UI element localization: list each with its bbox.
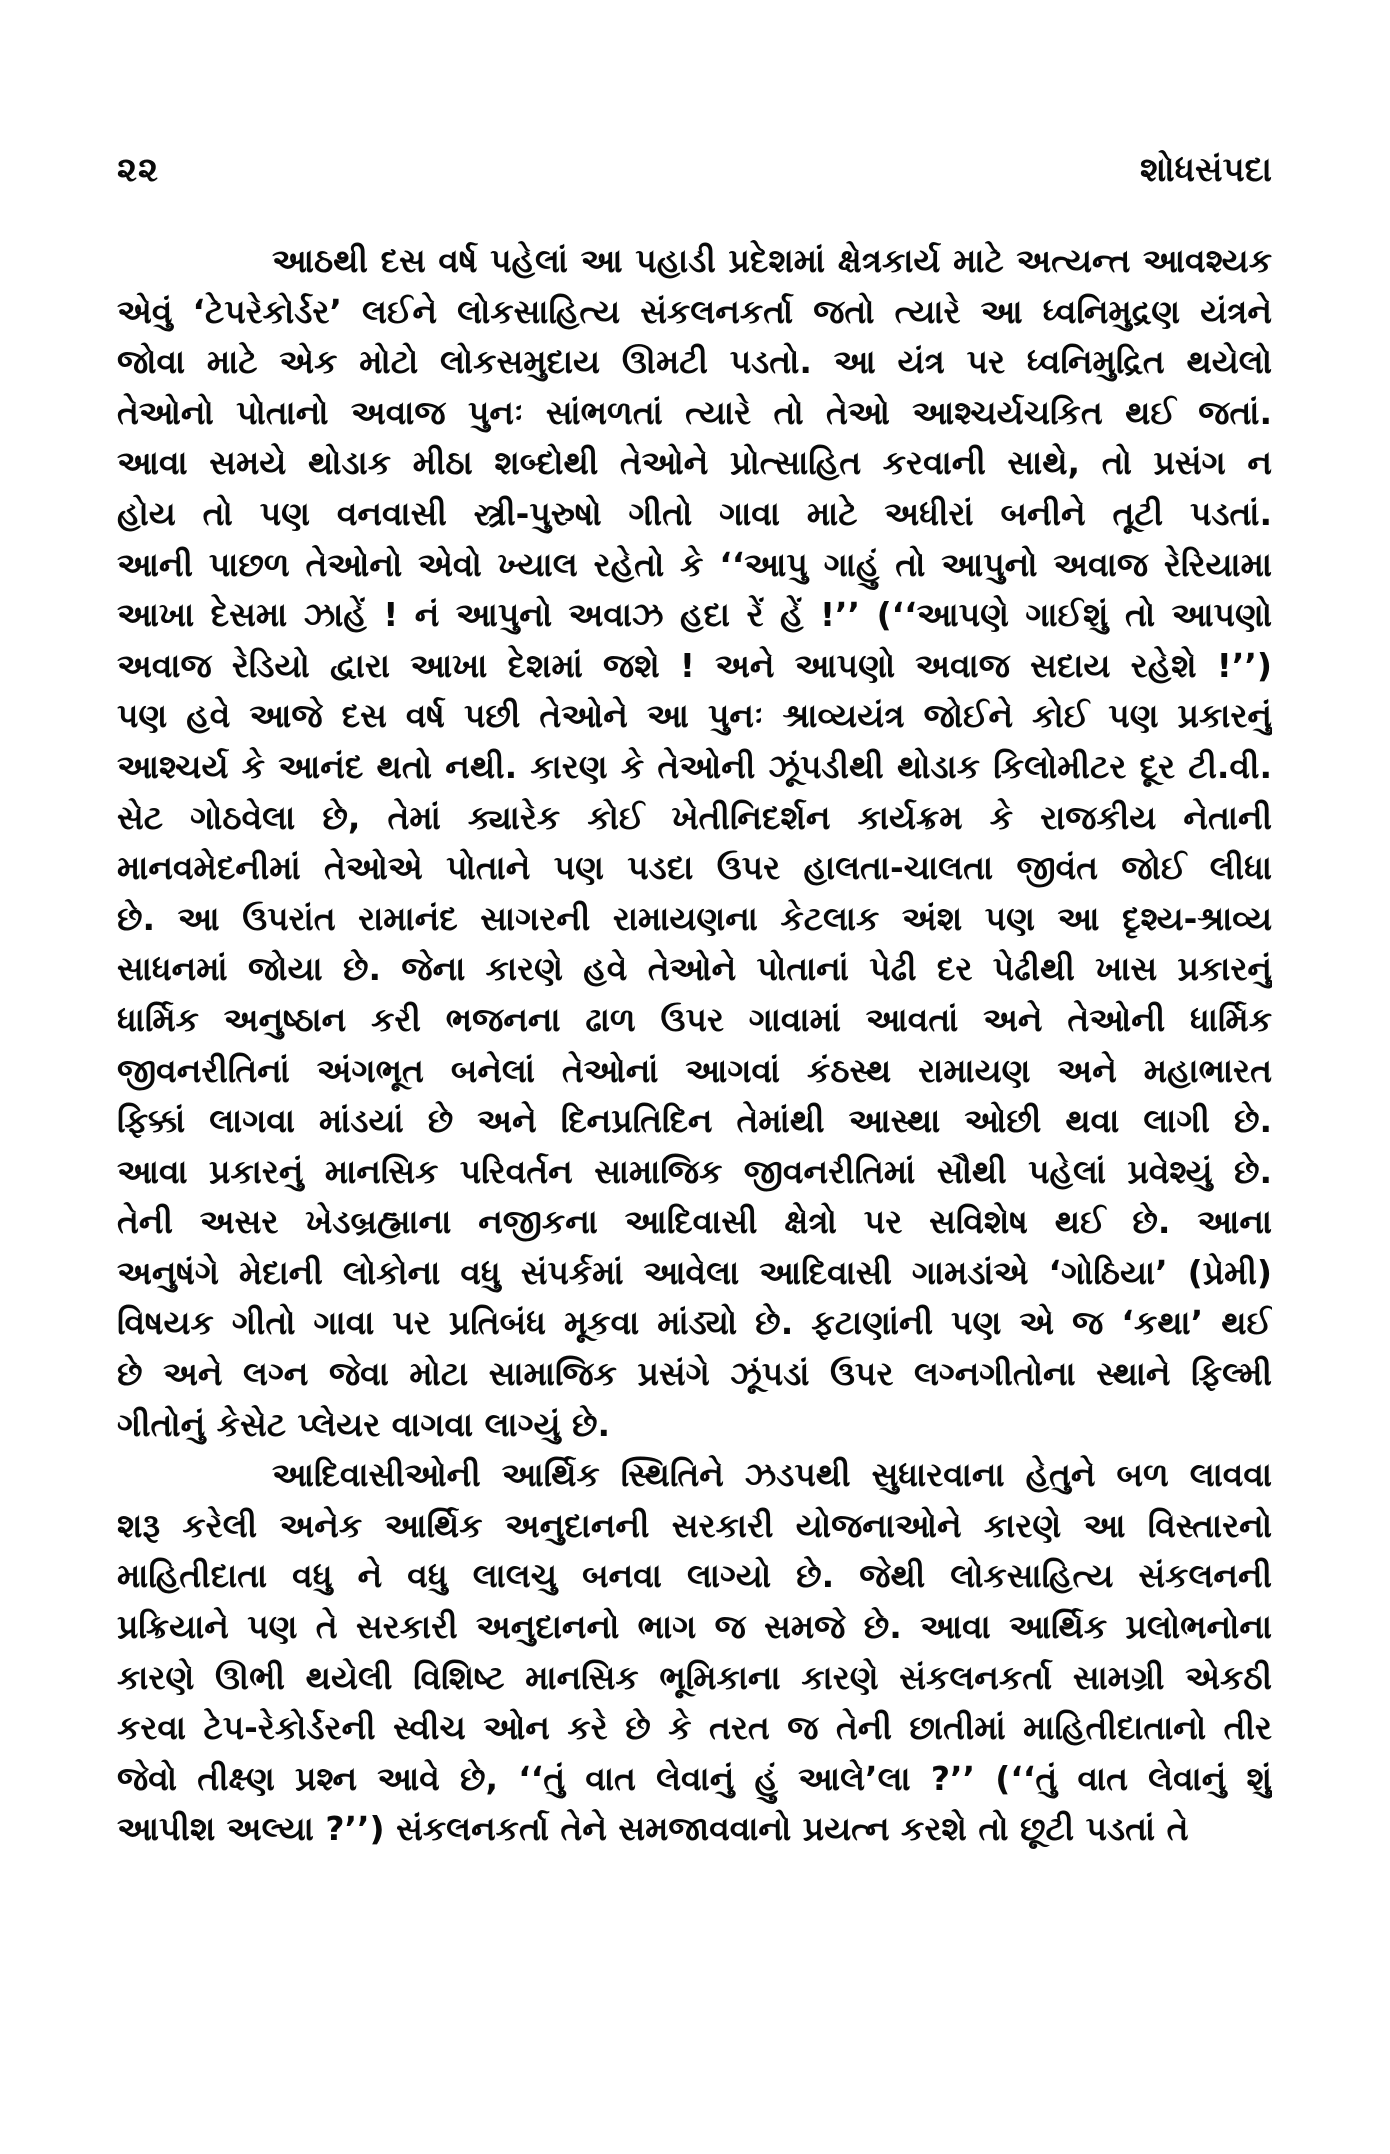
text-line: જીવનરીતિનાં અંગભૂત બનેલાં તેઓનાં આગવાં કંઠસ્થ રામાયણ અને મહાભારત	[117, 1050, 1272, 1090]
text-line: કરવા ટેપ-રેકોર્ડરની સ્વીચ ઓન કરે છે કે તરત જ તેની છાતીમાં માહિતીદાતાનો તીર	[117, 1708, 1272, 1748]
running-head: શોધસંપદા	[1139, 150, 1272, 190]
text-line: તેની અસર ખેડબ્રહ્માના નજીકના આદિવાસી ક્ષેત્રો પર સવિશેષ થઈ છે. આના	[117, 1202, 1272, 1242]
text-line: આવા પ્રકારનું માનસિક પરિવર્તન સામાજિક જીવનરીતિમાં સૌથી પહેલાં પ્રવેશ્યું છે.	[117, 1151, 1272, 1191]
paragraph	[117, 1450, 1272, 1855]
text-line: વિષયક ગીતો ગાવા પર પ્રતિબંધ મૂકવા માંડ્યો છે. ફટાણાંની પણ એ જ ‘કથા’ થઈ	[117, 1303, 1272, 1343]
text-line: હોય તો પણ વનવાસી સ્ત્રી-પુરુષો ગીતો ગાવા માટે અધીરાં બનીને તૂટી પડતાં.	[117, 493, 1272, 533]
text-line: આપીશ અલ્યા ?’’) સંકલનકર્તા તેને સમજાવવાનો પ્રયત્ન કરશે તો છૂટી પડતાં તે	[117, 1809, 1189, 1849]
text-line: આખા દેસમા ઝાહેં ! નં આપુનો અવાઝ હદા રેં હેં !’’ (‘‘આપણે ગાઈશું તો આપણો	[117, 595, 1272, 635]
text-line: માનવમેદનીમાં તેઓએ પોતાને પણ પડદા ઉપર હાલતા-ચાલતા જીવંત જોઈ લીધા	[117, 848, 1272, 888]
text-line: આવા સમયે થોડાક મીઠા શબ્દોથી તેઓને પ્રોત્સાહિત કરવાની સાથે, તો પ્રસંગ ન	[117, 443, 1272, 483]
text-line: તેઓનો પોતાનો અવાજ પુનઃ સાંભળતાં ત્યારે તો તેઓ આશ્ચર્યચકિત થઈ જતાં.	[117, 392, 1272, 432]
text-line: આની પાછળ તેઓનો એવો ખ્યાલ રહેતો કે ‘‘આપુ ગાહું તો આપુનો અવાજ રેરિયામા	[117, 544, 1272, 584]
text-line: કારણે ઊભી થયેલી વિશિષ્ટ માનસિક ભૂમિકાના કારણે સંકલનકર્તા સામગ્રી એકઠી	[117, 1657, 1272, 1697]
text-line: માહિતીદાતા વધુ ને વધુ લાલચુ બનવા લાગ્યો છે. જેથી લોકસાહિત્ય સંકલનની	[117, 1556, 1272, 1596]
text-line: ધાર્મિક અનુષ્ઠાન કરી ભજનના ઢાળ ઉપર ગાવામાં આવતાં અને તેઓની ધાર્મિક	[117, 999, 1272, 1039]
text-line: પ્રક્રિયાને પણ તે સરકારી અનુદાનનો ભાગ જ સમજે છે. આવા આર્થિક પ્રલોભનોના	[117, 1607, 1272, 1647]
text-line: એવું ‘ટેપરેકોર્ડર’ લઈને લોકસાહિત્ય સંકલનકર્તા જતો ત્યારે આ ધ્વનિમુદ્રણ યંત્રને	[117, 291, 1272, 331]
text-line: અનુષંગે મેદાની લોકોના વધુ સંપર્કમાં આવેલા આદિવાસી ગામડાંએ ‘ગોઠિયા’ (પ્રેમી)	[117, 1252, 1272, 1292]
text-line: આદિવાસીઓની આર્થિક સ્થિતિને ઝડપથી સુધારવાના હેતુને બળ લાવવા	[272, 1455, 1272, 1495]
text-line: શરૂ કરેલી અનેક આર્થિક અનુદાનની સરકારી યોજનાઓને કારણે આ વિસ્તારનો	[117, 1505, 1272, 1545]
text-line: આશ્ચર્ય કે આનંદ થતો નથી. કારણ કે તેઓની ઝૂંપડીથી થોડાક કિલોમીટર દૂર ટી.વી.	[117, 746, 1272, 786]
text-line: ગીતોનું કેસેટ પ્લેયર વાગવા લાગ્યું છે.	[117, 1404, 611, 1444]
text-line: આઠથી દસ વર્ષ પહેલાં આ પહાડી પ્રદેશમાં ક્ષેત્રકાર્ય માટે અત્યન્ત આવશ્યક	[272, 241, 1272, 280]
text-line: અવાજ રેડિયો દ્વારા આખા દેશમાં જશે ! અને આપણો અવાજ સદાય રહેશે !’’)	[117, 645, 1272, 685]
page-number: ૨૨	[117, 150, 159, 190]
text-line: જેવો તીક્ષ્ણ પ્રશ્ન આવે છે, ‘‘તું વાત લેવાનું હું આલે’લા ?’’ (‘‘તું વાત લેવાનું શું	[117, 1758, 1272, 1798]
text-line: પણ હવે આજે દસ વર્ષ પછી તેઓને આ પુનઃ શ્રાવ્યયંત્ર જોઈને કોઈ પણ પ્રકારનું	[117, 696, 1272, 736]
body-text	[117, 236, 1272, 1855]
text-line: ફિક્કાં લાગવા માંડયાં છે અને દિનપ્રતિદિન તેમાંથી આસ્થા ઓછી થવા લાગી છે.	[117, 1101, 1272, 1141]
text-line: સેટ ગોઠવેલા છે, તેમાં ક્યારેક કોઈ ખેતીનિદર્શન કાર્યક્રમ કે રાજકીય નેતાની	[117, 797, 1272, 837]
text-line: સાધનમાં જોયા છે. જેના કારણે હવે તેઓને પોતાનાં પેઢી દર પેઢીથી ખાસ પ્રકારનું	[117, 949, 1272, 989]
text-line: જોવા માટે એક મોટો લોકસમુદાય ઊમટી પડતો. આ યંત્ર પર ધ્વનિમુદ્રિત થયેલો	[117, 342, 1272, 382]
paragraph	[117, 236, 1272, 1450]
page-header	[117, 150, 1272, 206]
text-line: છે. આ ઉપરાંત રામાનંદ સાગરની રામાયણના કેટલાક અંશ પણ આ દૃશ્ય-શ્રાવ્ય	[117, 898, 1272, 938]
text-line: છે અને લગ્ન જેવા મોટા સામાજિક પ્રસંગે ઝૂંપડાં ઉપર લગ્નગીતોના સ્થાને ફિલ્મી	[117, 1354, 1272, 1394]
